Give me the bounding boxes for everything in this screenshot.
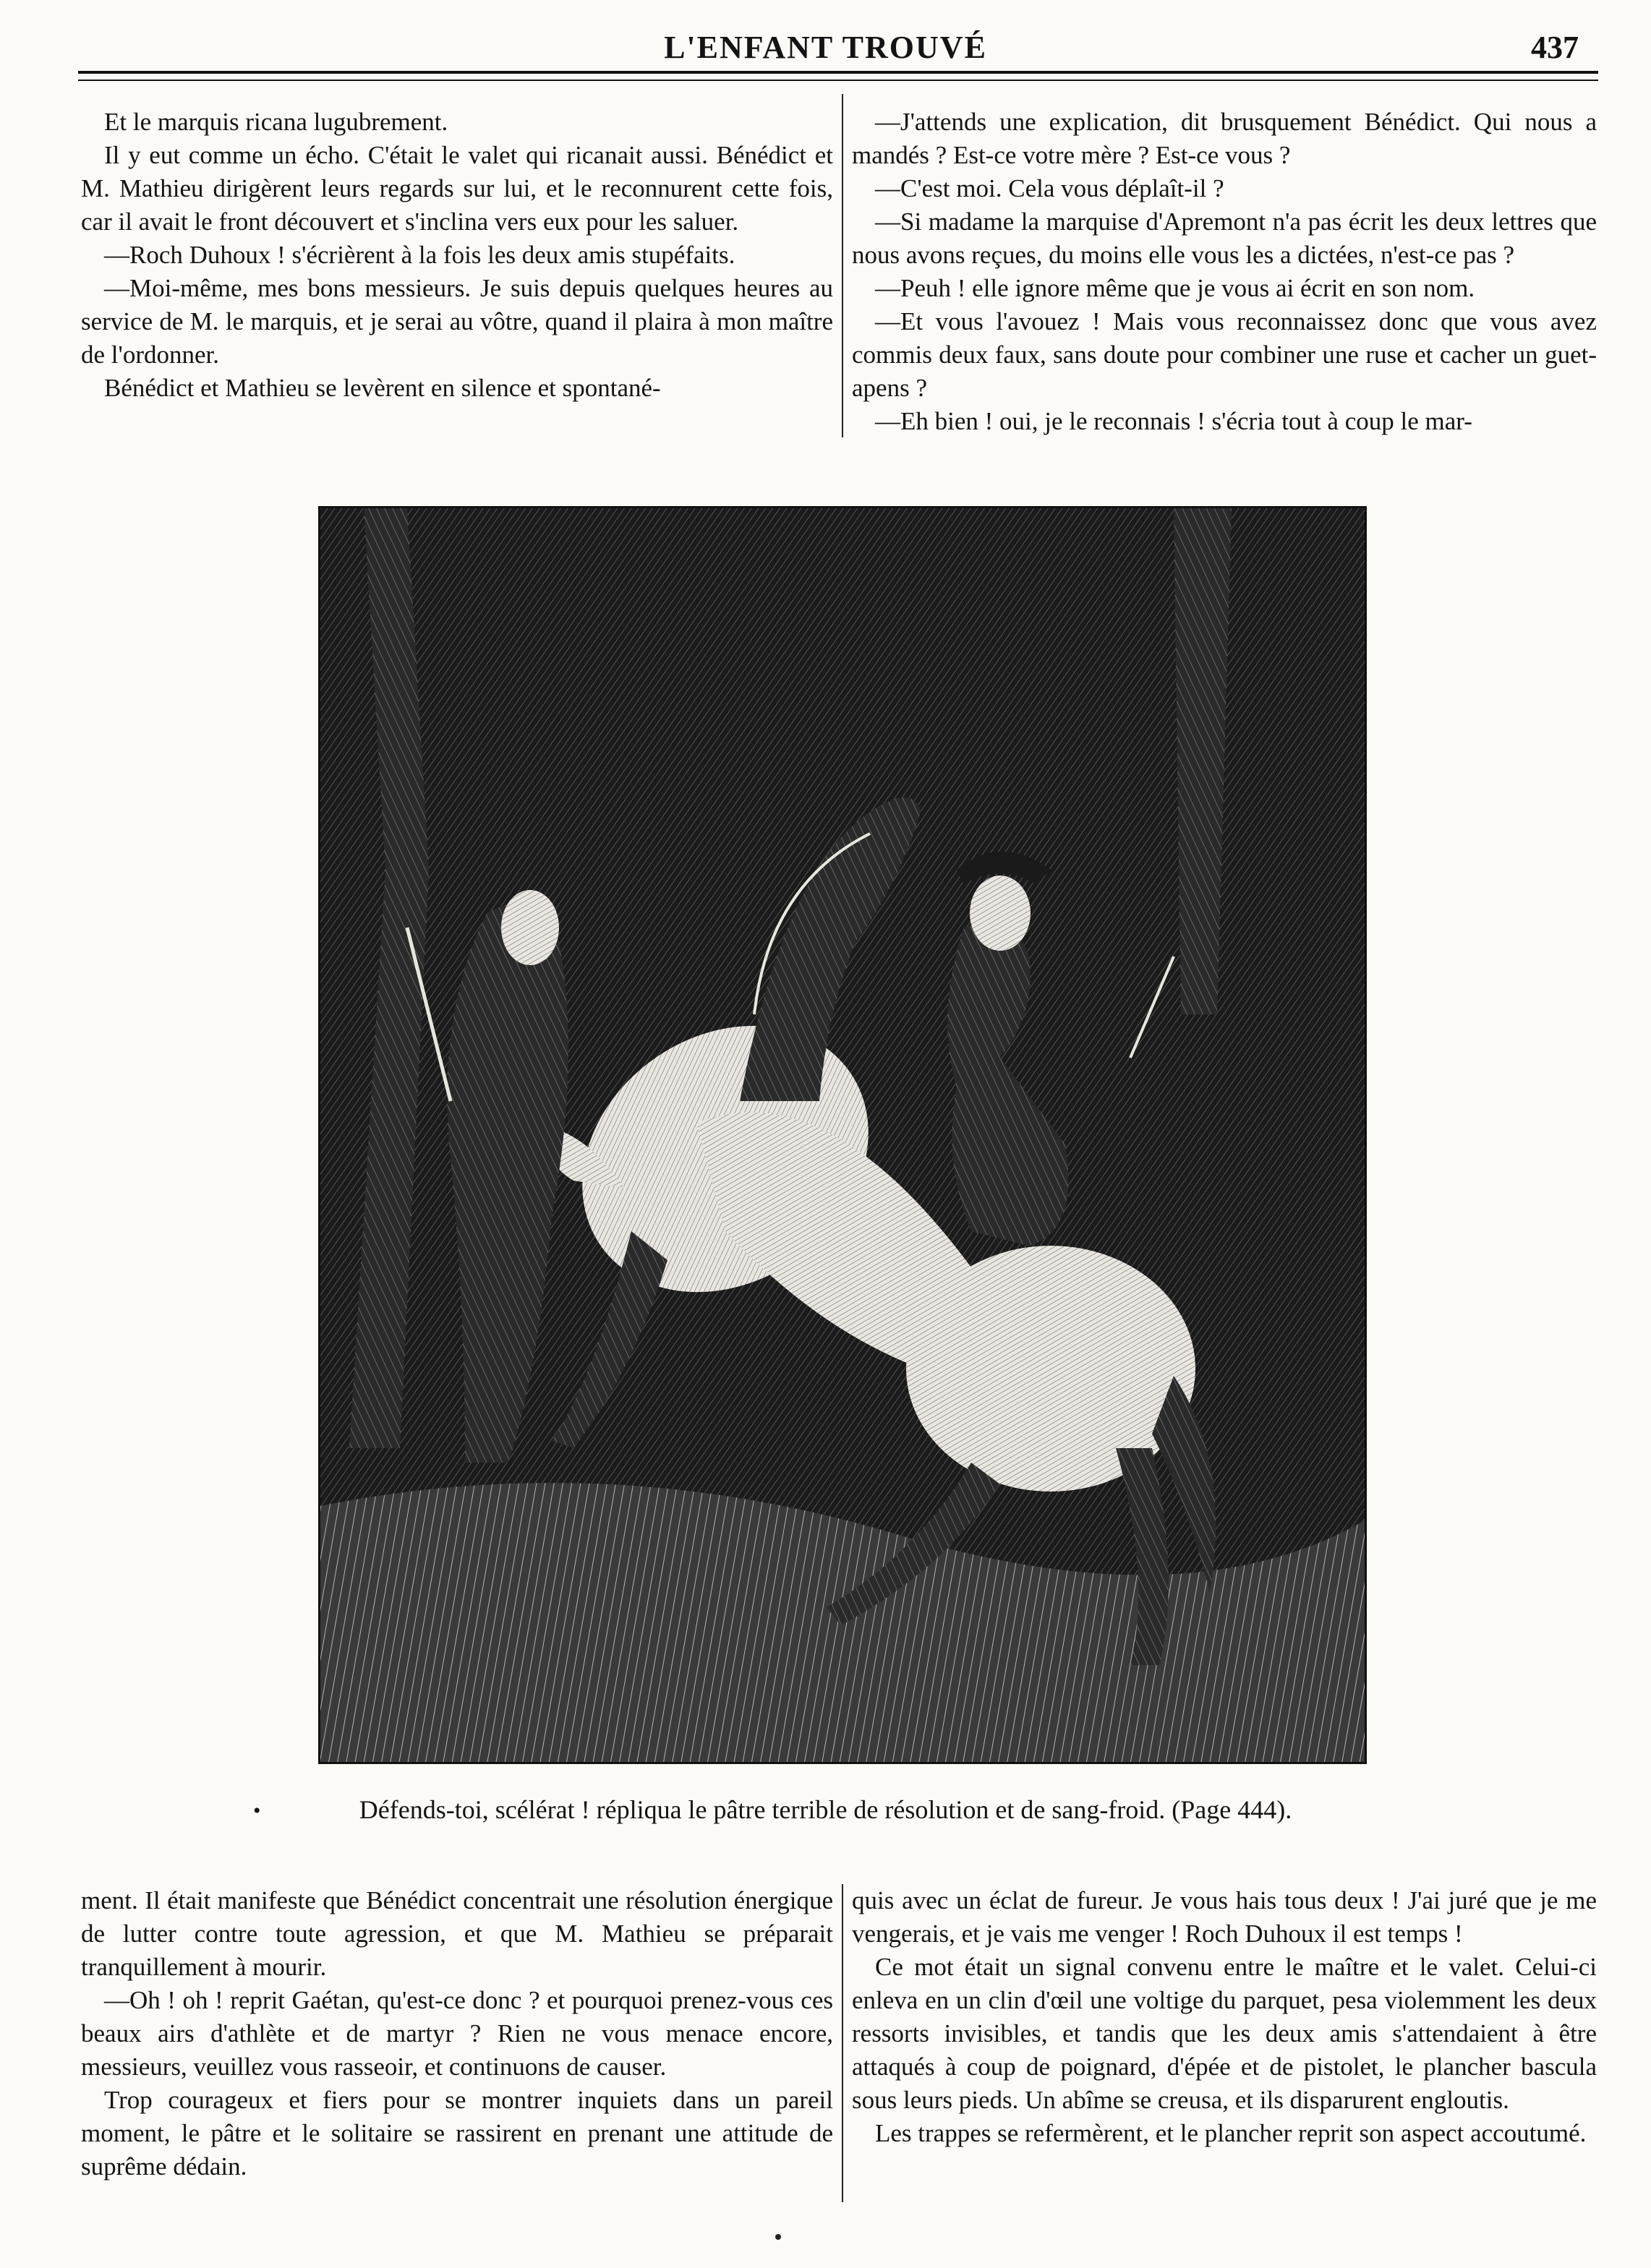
paragraph: Ce mot était un signal convenu entre le maître et le valet. Celui-ci enleva en un clin d'œil une voltige du parquet, pesa violemment les deux ressorts invisibles, et tandis que les deux amis s'attendaient à être attaqués à coup de poignard, d'épée et de pistolet, le plancher bascula sous leurs pieds. Un abîme se creusa, et ils disparurent engloutis. bbox=[852, 1953, 1597, 2114]
paragraph: Les trappes se refermèrent, et le plancher reprit son aspect accoutumé. bbox=[875, 2119, 1587, 2147]
paragraph: —Et vous l'avouez ! Mais vous reconnaissez donc que vous avez commis deux faux, sans doute pour combiner une ruse et cacher un guet-apens ? bbox=[852, 307, 1597, 402]
column-top-left bbox=[81, 106, 833, 405]
caption-bullet: • bbox=[253, 1799, 261, 1823]
running-head bbox=[0, 29, 1651, 65]
paragraph: Et le marquis ricana lugubrement. bbox=[104, 108, 448, 136]
engraving-horse-rider-illustration bbox=[318, 506, 1367, 1764]
column-divider bbox=[842, 94, 843, 437]
paragraph: Trop courageux et fiers pour se montrer inquiets dans un pareil moment, le pâtre et le solitaire se rassirent en prenant une attitude de suprême dédain. bbox=[81, 2086, 833, 2181]
running-title: L'ENFANT TROUVÉ bbox=[664, 30, 987, 65]
paragraph: —Peuh ! elle ignore même que je vous ai écrit en son nom. bbox=[875, 274, 1475, 302]
paragraph: —Si madame la marquise d'Apremont n'a pas écrit les deux lettres que nous avons reçues, du moins elle vous les a dictées, n'est-ce pas ? bbox=[852, 207, 1597, 269]
column-bottom-left bbox=[81, 1884, 833, 2183]
header-rule-thin bbox=[78, 80, 1598, 81]
paragraph: quis avec un éclat de fureur. Je vous hais tous deux ! J'ai juré que je me vengerais, et je vais me venger ! Roch Duhoux il est temps ! bbox=[852, 1886, 1597, 1948]
paragraph: ment. Il était manifeste que Bénédict concentrait une résolution énergique de lutter contre toute agression, et que M. Mathieu se préparait tranquillement à mourir. bbox=[81, 1886, 833, 1981]
paragraph: —Roch Duhoux ! s'écrièrent à la fois les deux amis stupéfaits. bbox=[104, 241, 735, 269]
paragraph: Bénédict et Mathieu se levèrent en silence et spontané- bbox=[104, 374, 661, 402]
paragraph: —Moi-même, mes bons messieurs. Je suis depuis quelques heures au service de M. le marquis, et je serai au vôtre, quand il plaira à mon maître de l'ordonner. bbox=[81, 274, 833, 369]
header-rule-thick bbox=[78, 71, 1598, 74]
paragraph: Il y eut comme un écho. C'était le valet qui ricanait aussi. Bénédict et M. Mathieu dirigèrent leurs regards sur lui, et le reconnurent cette fois, car il avait le front découvert et s'inclina vers eux pour les saluer. bbox=[81, 141, 833, 236]
page-number: 437 bbox=[1531, 30, 1579, 65]
paragraph: —Oh ! oh ! reprit Gaétan, qu'est-ce donc ? et pourquoi prenez-vous ces beaux airs d'athlète et de martyr ? Rien ne vous menace encore, messieurs, veuillez vous rasseoir, et continuons de causer. bbox=[81, 1986, 833, 2081]
column-top-right bbox=[852, 106, 1597, 438]
paragraph: —J'attends une explication, dit brusquement Bénédict. Qui nous a mandés ? Est-ce votre mère ? Est-ce vous ? bbox=[852, 108, 1597, 169]
illustration-caption: Défends-toi, scélérat ! répliqua le pâtre terrible de résolution et de sang-froid. (Page 444). bbox=[359, 1795, 1292, 1824]
ink-speck bbox=[775, 2234, 781, 2240]
paragraph: —Eh bien ! oui, je le reconnais ! s'écria tout à coup le mar- bbox=[875, 407, 1472, 435]
column-bottom-right bbox=[852, 1884, 1597, 2150]
column-divider bbox=[842, 1884, 843, 2202]
paragraph: —C'est moi. Cela vous déplaît-il ? bbox=[875, 174, 1224, 202]
